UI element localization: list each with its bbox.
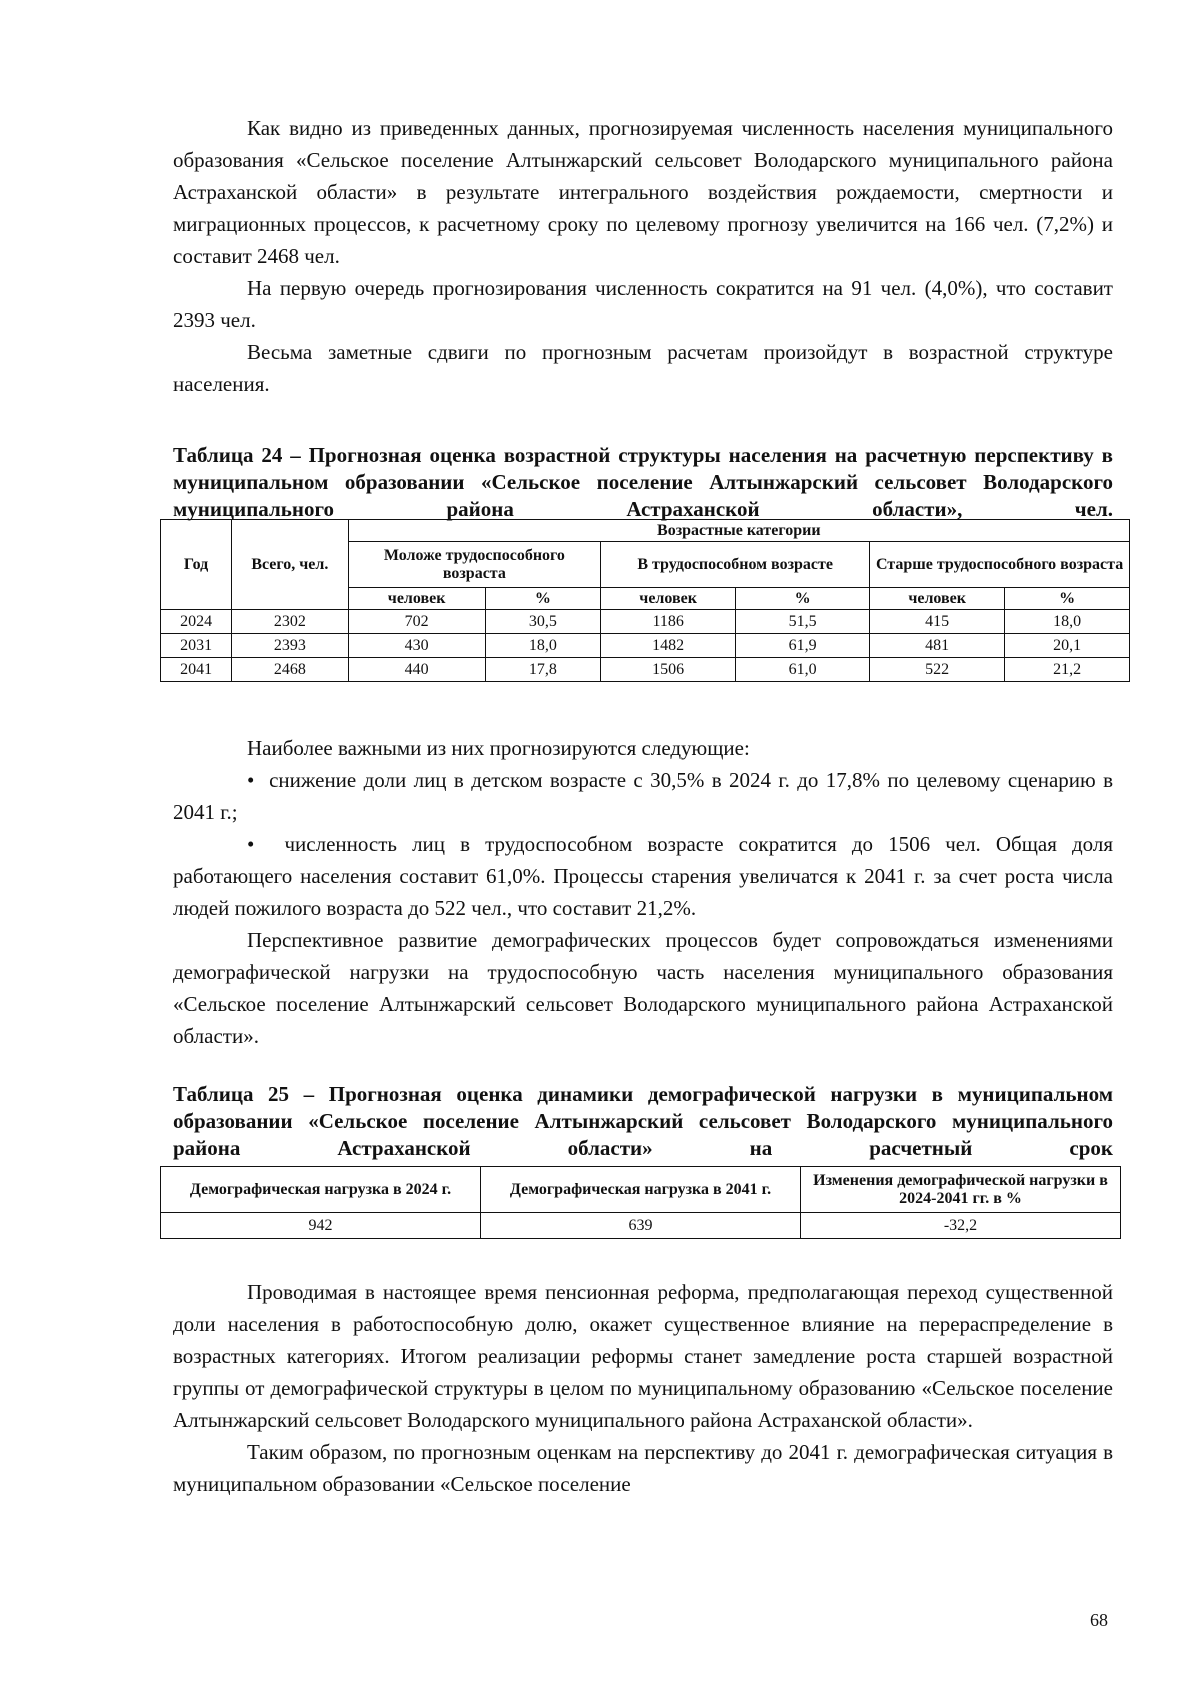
cell: 2468 [232,658,348,682]
cell: 61,0 [736,658,870,682]
paragraph: На первую очередь прогнозирования численность сократится на 91 чел. (4,0%), что составит 2393 чел. [173,276,1113,332]
table-row [161,610,1130,634]
cell: -32,2 [801,1213,1121,1239]
conclusion-paragraphs [173,1276,1113,1500]
cell: 440 [348,658,485,682]
cell: 481 [870,634,1005,658]
header-load-change: Изменения демографической нагрузки в 2024-2041 гг. в % [801,1167,1121,1213]
cell: 2041 [161,658,232,682]
subheader-percent: % [736,588,870,610]
table-25 [160,1166,1121,1239]
subheader-percent: % [485,588,600,610]
subheader-people: человек [601,588,736,610]
cell: 18,0 [1005,610,1130,634]
cell: 415 [870,610,1005,634]
bullet-icon: • [247,832,255,856]
table-25-caption: Таблица 25 – Прогнозная оценка динамики демографической нагрузки в муниципальном образовании «Сельское поселение Алтынжарский сельсовет Володарского муниципального района Астраханской области» на расчетный срок [173,1082,1113,1160]
cell: 20,1 [1005,634,1130,658]
cell: 522 [870,658,1005,682]
header-old: Старше трудоспособного возраста [870,542,1130,588]
cell: 30,5 [485,610,600,634]
header-year: Год [161,520,232,610]
cell: 2031 [161,634,232,658]
bullet-icon: • [247,768,255,792]
table-row [161,658,1130,682]
cell: 639 [481,1213,801,1239]
cell: 1482 [601,634,736,658]
cell: 2024 [161,610,232,634]
paragraph: Перспективное развитие демографических процессов будет сопровождаться изменениями демографической нагрузки на трудоспособную часть населения муниципального образования «Сельское поселение Алтынжарский сельсовет Володарского муниципального района Астраханской области». [173,928,1113,1048]
cell: 18,0 [485,634,600,658]
header-load-2041: Демографическая нагрузка в 2041 г. [481,1167,801,1213]
intro-paragraphs [173,112,1113,400]
list-item: • снижение доли лиц в детском возрасте с 30,5% в 2024 г. до 17,8% по целевому сценарию в 2041 г.; [173,768,1113,824]
paragraph: Проводимая в настоящее время пенсионная реформа, предполагающая переход существенной доли населения в работоспособную долю, окажет существенное влияние на перераспределение в возрастных категориях. Итогом реализации реформы станет замедление роста старшей возрастной группы от демографической структуры в целом по муниципальному образованию «Сельское поселение Алтынжарский сельсовет Володарского муниципального района Астраханской области». [173,1280,1113,1432]
subheader-people: человек [348,588,485,610]
cell: 17,8 [485,658,600,682]
cell: 61,9 [736,634,870,658]
header-total: Всего, чел. [232,520,348,610]
header-load-2024: Демографическая нагрузка в 2024 г. [161,1167,481,1213]
cell: 2393 [232,634,348,658]
paragraph: Таким образом, по прогнозным оценкам на перспективу до 2041 г. демографическая ситуация в муниципальном образовании «Сельское поселение [173,1440,1113,1496]
cell: 2302 [232,610,348,634]
header-young: Моложе трудоспособного возраста [348,542,601,588]
list-item: • численность лиц в трудоспособном возрасте сократится до 1506 чел. Общая доля работающего населения составит 61,0%. Процессы старения увеличатся к 2041 г. за счет роста числа людей пожилого возраста до 522 чел., что составит 21,2%. [173,832,1113,920]
paragraph: Как видно из приведенных данных, прогнозируемая численность населения муниципального образования «Сельское поселение Алтынжарский сельсовет Володарского муниципального района Астраханской области» в результате интегрального воздействия рождаемости, смертности и миграционных процессов, к расчетному сроку по целевому прогнозу увеличится на 166 чел. (7,2%) и составит 2468 чел. [173,116,1113,268]
table-24-caption: Таблица 24 – Прогнозная оценка возрастной структуры населения на расчетную перспективу в муниципальном образовании «Сельское поселение Алтынжарский сельсовет Володарского муниципального района Астраханской области», чел. [173,443,1113,521]
header-working: В трудоспособном возрасте [601,542,870,588]
subheader-people: человек [870,588,1005,610]
cell: 1506 [601,658,736,682]
table-24 [160,519,1130,682]
cell: 702 [348,610,485,634]
cell: 51,5 [736,610,870,634]
cell: 942 [161,1213,481,1239]
header-categories: Возрастные категории [348,520,1129,542]
forecast-list [173,732,1113,1052]
page-number: 68 [1090,1610,1108,1630]
paragraph: Весьма заметные сдвиги по прогнозным расчетам произойдут в возрастной структуре населения. [173,340,1113,396]
subheader-percent: % [1005,588,1130,610]
paragraph: Наиболее важными из них прогнозируются следующие: [247,736,750,760]
cell: 430 [348,634,485,658]
cell: 21,2 [1005,658,1130,682]
cell: 1186 [601,610,736,634]
table-row [161,1213,1121,1239]
table-row [161,634,1130,658]
